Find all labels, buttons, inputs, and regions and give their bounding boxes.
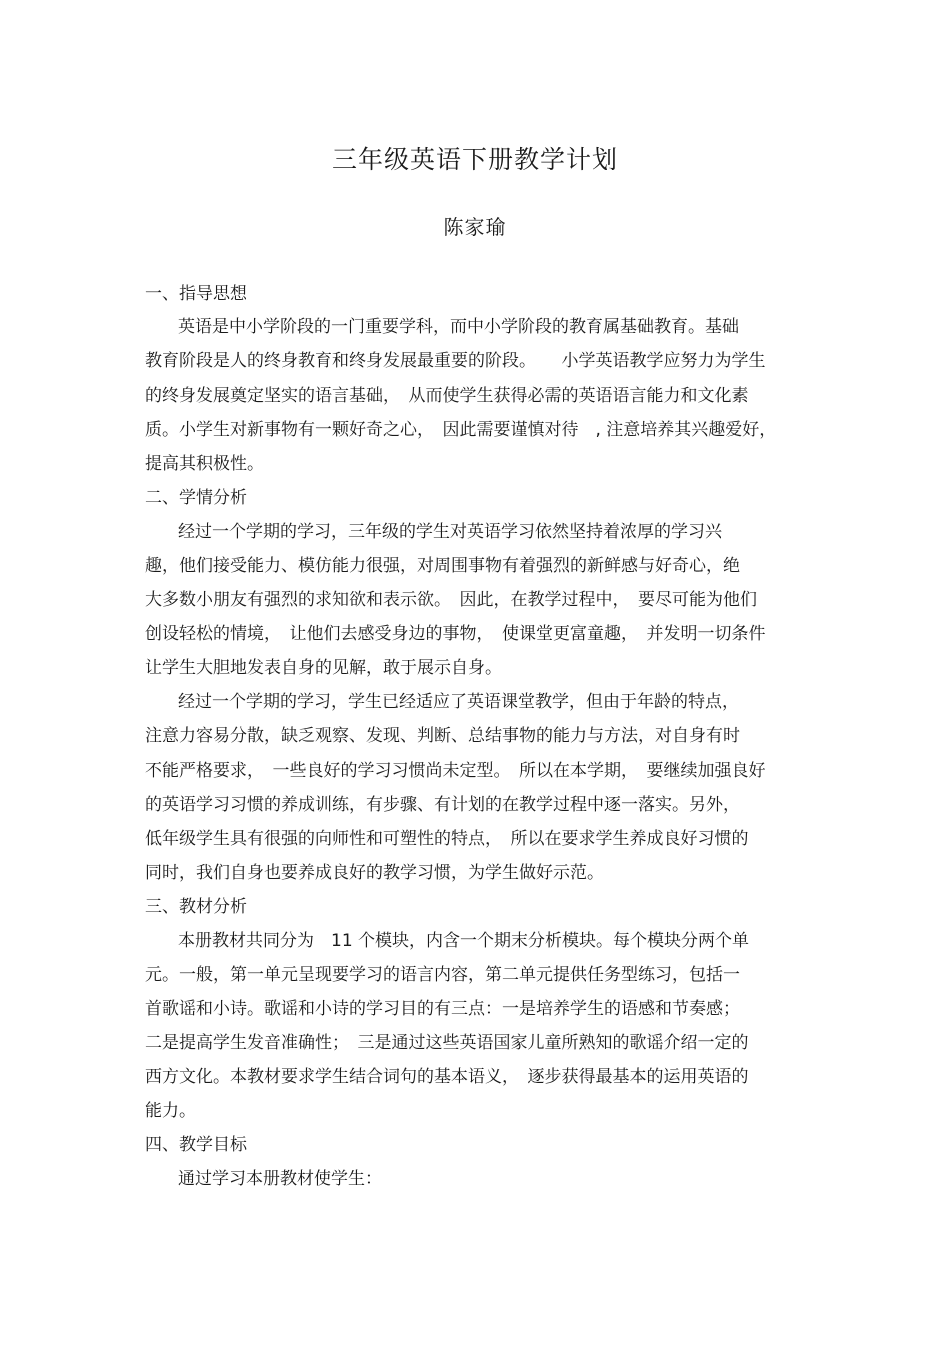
paragraph-line: 提高其积极性。 <box>145 454 264 474</box>
section-heading: 二、学情分析 <box>145 488 247 508</box>
page-title: 三年级英语下册教学计划 <box>331 145 618 174</box>
paragraph-line: 西方文化。本教材要求学生结合词句的基本语义， 逐步获得最基本的运用英语的 <box>145 1067 749 1087</box>
section-heading: 四、教学目标 <box>145 1135 247 1155</box>
paragraph-line: 大多数小朋友有强烈的求知欲和表示欲。 因此，在教学过程中， 要尽可能为他们 <box>145 590 757 610</box>
paragraph-line: 同时，我们自身也要养成良好的教学习惯，为学生做好示范。 <box>145 863 604 883</box>
author-name: 陈家瑜 <box>443 215 507 239</box>
paragraph-line: 二是提高学生发音准确性； 三是通过这些英语国家儿童所熟知的歌谣介绍一定的 <box>145 1033 749 1053</box>
paragraph-line: 通过学习本册教材使学生： <box>178 1169 382 1189</box>
paragraph-line: 的英语学习习惯的养成训练，有步骤、有计划的在教学过程中逐一落实。另外， <box>145 795 740 815</box>
paragraph-line: 低年级学生具有很强的向师性和可塑性的特点， 所以在要求学生养成良好习惯的 <box>145 829 749 849</box>
paragraph-line: 英语是中小学阶段的一门重要学科，而中小学阶段的教育属基础教育。基础 <box>178 317 739 337</box>
paragraph-line: 的终身发展奠定坚实的语言基础， 从而使学生获得必需的英语语言能力和文化素 <box>145 386 749 406</box>
paragraph-line: 经过一个学期的学习，三年级的学生对英语学习依然坚持着浓厚的学习兴 <box>178 522 722 542</box>
paragraph-line: 本册教材共同分为 11 个模块，内含一个期末分析模块。每个模块分两个单 <box>178 931 750 951</box>
paragraph-line: 不能严格要求， 一些良好的学习习惯尚未定型。 所以在本学期， 要继续加强良好 <box>145 761 766 781</box>
paragraph-line: 首歌谣和小诗。歌谣和小诗的学习目的有三点：一是培养学生的语感和节奏感； <box>145 999 740 1019</box>
paragraph-line: 趣，他们接受能力、模仿能力很强，对周围事物有着强烈的新鲜感与好奇心，绝 <box>145 556 740 576</box>
paragraph-line: 经过一个学期的学习，学生已经适应了英语课堂教学，但由于年龄的特点， <box>178 692 739 712</box>
section-heading: 一、指导思想 <box>145 284 247 304</box>
paragraph-line: 能力。 <box>145 1101 196 1121</box>
paragraph-line: 教育阶段是人的终身教育和终身发展最重要的阶段。 小学英语教学应努力为学生 <box>145 351 766 371</box>
section-heading: 三、教材分析 <box>145 897 247 917</box>
paragraph-line: 让学生大胆地发表自身的见解，敢于展示自身。 <box>145 658 502 678</box>
paragraph-line: 创设轻松的情境， 让他们去感受身边的事物， 使课堂更富童趣， 并发明一切条件 <box>145 624 766 644</box>
paragraph-line: 注意力容易分散，缺乏观察、发现、判断、总结事物的能力与方法，对自身有时 <box>145 726 740 746</box>
paragraph-line: 质。小学生对新事物有一颗好奇之心， 因此需要谨慎对待 , 注意培养其兴趣爱好， <box>145 420 777 440</box>
paragraph-line: 元。一般，第一单元呈现要学习的语言内容，第二单元提供任务型练习，包括一 <box>145 965 740 985</box>
